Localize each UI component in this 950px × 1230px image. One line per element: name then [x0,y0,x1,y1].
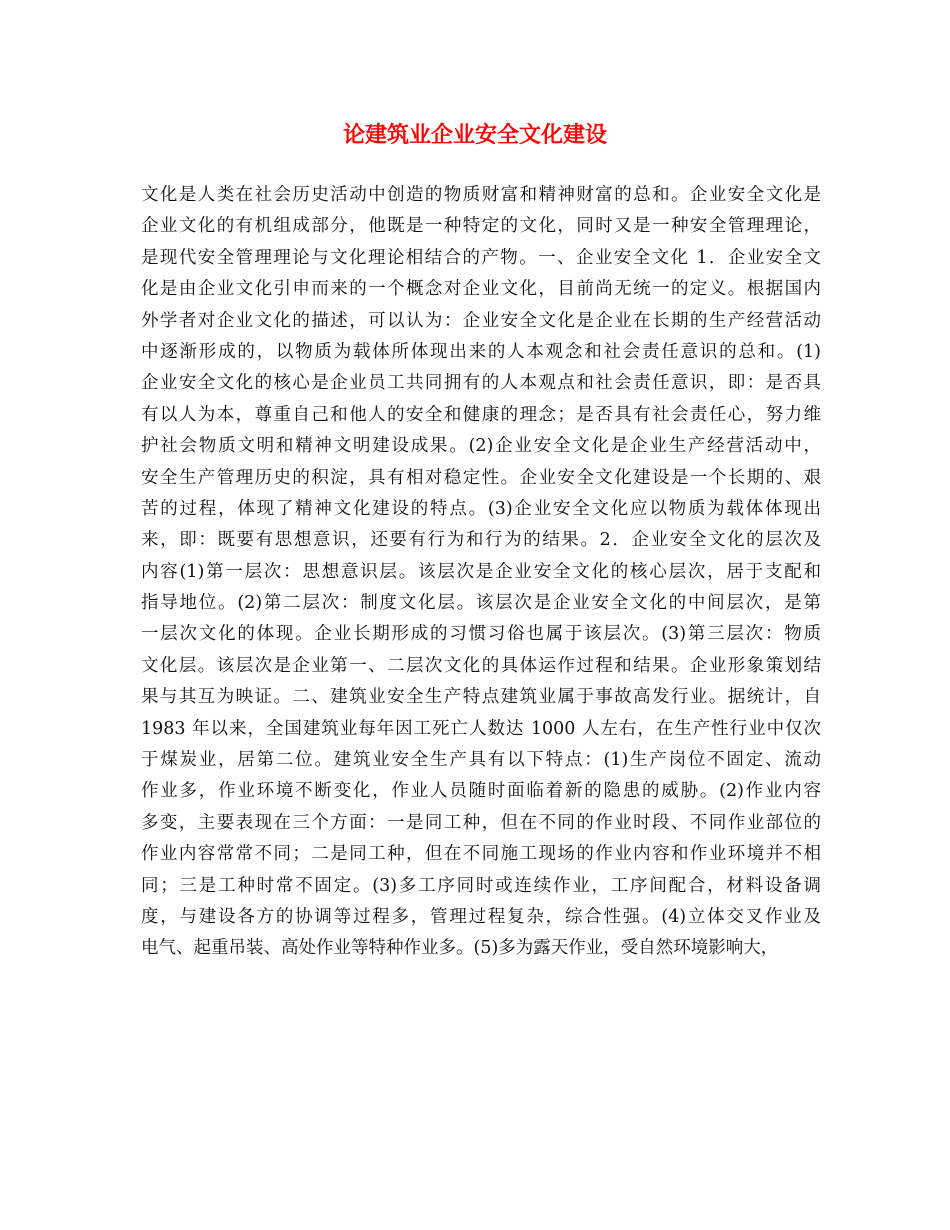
body-line: 内容(1)第一层次：思想意识层。该层次是企业安全文化的核心层次，居于支配和 [141,561,821,582]
body-line: 企业文化的有机组成部分，他既是一种特定的文化，同时又是一种安全管理理论， [141,216,821,237]
body-line: 文化是人类在社会历史活动中创造的物质财富和精神财富的总和。企业安全文化是 [141,185,821,205]
document-body [141,180,821,965]
body-line: 果与其互为映证。二、建筑业安全生产特点建筑业属于事故高发行业。据统计，自 [141,687,821,708]
body-line: 苦的过程，体现了精神文化建设的特点。(3)企业安全文化应以物质为载体体现出 [141,498,821,519]
body-line: 于煤炭业，居第二位。建筑业安全生产具有以下特点：(1)生产岗位不固定、流动 [141,750,821,771]
body-line: 作业内容常常不同；二是同工种，但在不同施工现场的作业内容和作业环境并不相 [141,844,821,865]
body-line: 护社会物质文明和精神文明建设成果。(2)企业安全文化是企业生产经营活动中， [141,436,821,457]
body-line: 安全生产管理历史的积淀，具有相对稳定性。企业安全文化建设是一个长期的、艰 [141,467,821,488]
body-line: 作业多，作业环境不断变化，作业人员随时面临着新的隐患的威胁。(2)作业内容 [141,781,821,802]
document-title: 论建筑业企业安全文化建设 [342,122,607,148]
body-line: 指导地位。(2)第二层次：制度文化层。该层次是企业安全文化的中间层次，是第 [141,593,821,614]
body-line: 来，即：既要有思想意识，还要有行为和行为的结果。2．企业安全文化的层次及 [141,530,821,551]
body-line: 有以人为本，尊重自己和他人的安全和健康的理念；是否具有社会责任心，努力维 [141,404,821,425]
body-line: 化是由企业文化引申而来的一个概念对企业文化，目前尚无统一的定义。根据国内 [141,279,821,300]
body-line: 一层次文化的体现。企业长期形成的习惯习俗也属于该层次。(3)第三层次：物质 [141,624,821,645]
body-line: 1983 年以来，全国建筑业每年因工死亡人数达 1000 人左右，在生产性行业中仅次 [141,718,821,739]
body-line: 多变，主要表现在三个方面：一是同工种，但在不同的作业时段、不同作业部位的 [141,812,821,833]
body-line: 同；三是工种时常不固定。(3)多工序同时或连续作业，工序间配合，材料设备调 [141,875,821,896]
body-line: 文化层。该层次是企业第一、二层次文化的具体运作过程和结果。企业形象策划结 [141,655,821,676]
body-line: 外学者对企业文化的描述，可以认为：企业安全文化是企业在长期的生产经营活动 [141,310,821,331]
body-line: 电气、起重吊装、高处作业等特种作业多。(5)多为露天作业，受自然环境影响大， [141,938,779,959]
body-line: 度，与建设各方的协调等过程多，管理过程复杂，综合性强。(4)立体交叉作业及 [141,906,821,927]
body-line: 是现代安全管理理论与文化理论相结合的产物。一、企业安全文化 1．企业安全文 [141,247,821,268]
body-line: 企业安全文化的核心是企业员工共同拥有的人本观点和社会责任意识，即：是否具 [141,373,821,394]
body-line: 中逐渐形成的，以物质为载体所体现出来的人本观念和社会责任意识的总和。(1) [141,341,821,362]
